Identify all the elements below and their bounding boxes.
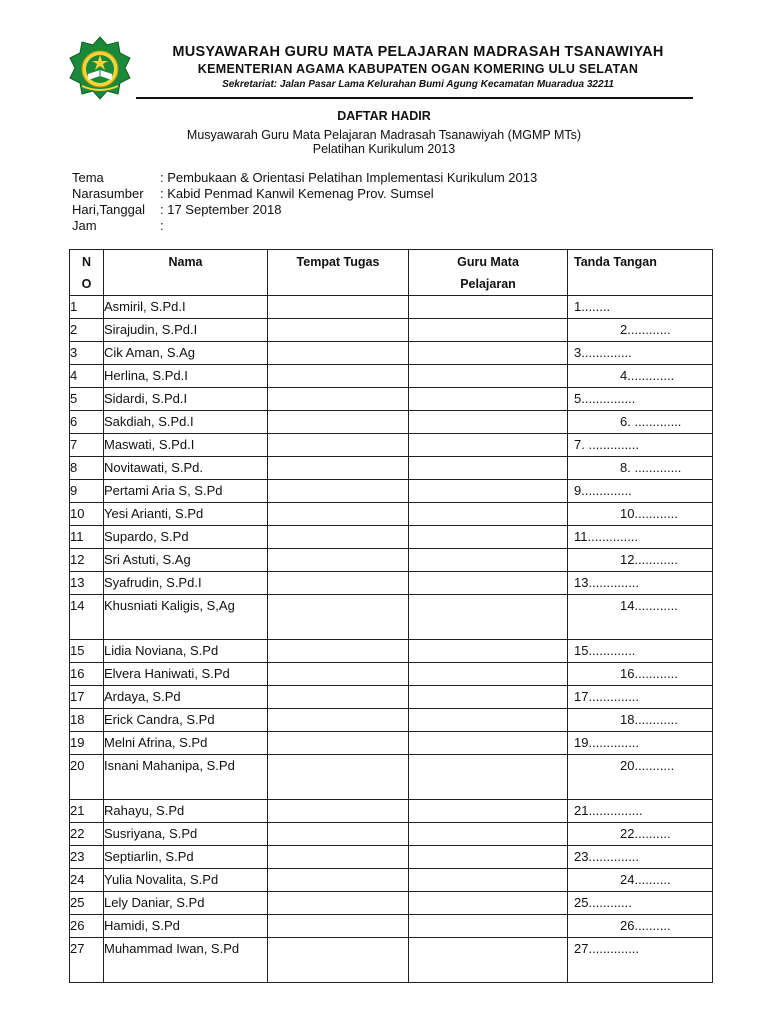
table-row <box>70 938 713 983</box>
table-row <box>70 915 713 938</box>
row-number: 21 <box>70 800 104 823</box>
row-number: 27 <box>70 938 104 983</box>
table-row <box>70 846 713 869</box>
row-guru-mapel <box>409 434 568 457</box>
row-guru-mapel <box>409 457 568 480</box>
table-header-row <box>70 250 713 296</box>
row-guru-mapel <box>409 755 568 800</box>
row-signature <box>568 457 713 480</box>
table-row <box>70 892 713 915</box>
row-number: 20 <box>70 755 104 800</box>
row-tempat-tugas <box>268 915 409 938</box>
row-guru-mapel <box>409 709 568 732</box>
row-number: 7 <box>70 434 104 457</box>
row-name: Rahayu, S.Pd <box>104 800 268 823</box>
row-guru-mapel <box>409 800 568 823</box>
table-row <box>70 755 713 800</box>
row-tempat-tugas <box>268 434 409 457</box>
row-signature <box>568 549 713 572</box>
row-guru-mapel <box>409 365 568 388</box>
col-header-guru-mapel: Guru Mata Pelajaran <box>409 250 568 296</box>
row-signature <box>568 411 713 434</box>
row-number: 14 <box>70 595 104 640</box>
row-tempat-tugas <box>268 503 409 526</box>
row-number: 24 <box>70 869 104 892</box>
row-number: 9 <box>70 480 104 503</box>
table-row <box>70 526 713 549</box>
signature-line: 6. ............. <box>620 414 682 429</box>
table-row <box>70 572 713 595</box>
row-tempat-tugas <box>268 388 409 411</box>
meta-label: Jam <box>72 218 97 233</box>
row-guru-mapel <box>409 869 568 892</box>
row-number: 10 <box>70 503 104 526</box>
table-row <box>70 480 713 503</box>
row-name: Maswati, S.Pd.I <box>104 434 268 457</box>
row-signature <box>568 732 713 755</box>
row-guru-mapel <box>409 411 568 434</box>
row-tempat-tugas <box>268 686 409 709</box>
signature-line: 16............ <box>620 666 678 681</box>
row-signature <box>568 915 713 938</box>
row-guru-mapel <box>409 388 568 411</box>
row-signature <box>568 663 713 686</box>
table-row <box>70 388 713 411</box>
row-tempat-tugas <box>268 755 409 800</box>
row-guru-mapel <box>409 595 568 640</box>
org-name: MUSYAWARAH GURU MATA PELAJARAN MADRASAH TSANAWIYAH <box>172 44 664 60</box>
row-number: 5 <box>70 388 104 411</box>
row-tempat-tugas <box>268 823 409 846</box>
row-guru-mapel <box>409 732 568 755</box>
row-guru-mapel <box>409 686 568 709</box>
row-signature <box>568 869 713 892</box>
row-name: Yulia Novalita, S.Pd <box>104 869 268 892</box>
signature-line: 25............ <box>574 895 632 910</box>
row-number: 8 <box>70 457 104 480</box>
row-number: 19 <box>70 732 104 755</box>
col-header-tempat-tugas: Tempat Tugas <box>268 250 409 296</box>
signature-line: 15............. <box>574 643 636 658</box>
row-number: 15 <box>70 640 104 663</box>
row-tempat-tugas <box>268 892 409 915</box>
row-name: Melni Afrina, S.Pd <box>104 732 268 755</box>
row-number: 25 <box>70 892 104 915</box>
signature-line: 19.............. <box>574 735 640 750</box>
table-row <box>70 549 713 572</box>
table-row <box>70 365 713 388</box>
signature-line: 26.......... <box>620 918 671 933</box>
row-number: 12 <box>70 549 104 572</box>
document-subtitle: Musyawarah Guru Mata Pelajaran Madrasah Tsanawiyah (MGMP MTs) <box>186 128 582 142</box>
row-number: 11 <box>70 526 104 549</box>
row-signature <box>568 686 713 709</box>
row-guru-mapel <box>409 526 568 549</box>
row-tempat-tugas <box>268 457 409 480</box>
row-number: 18 <box>70 709 104 732</box>
row-tempat-tugas <box>268 663 409 686</box>
signature-line: 11.............. <box>574 529 639 544</box>
signature-line: 5............... <box>574 391 636 406</box>
document-subtitle-2: Pelatihan Kurikulum 2013 <box>312 142 456 156</box>
signature-line: 8. ............. <box>620 460 682 475</box>
table-row <box>70 869 713 892</box>
table-row <box>70 342 713 365</box>
row-name: Yesi Arianti, S.Pd <box>104 503 268 526</box>
row-name: Syafrudin, S.Pd.I <box>104 572 268 595</box>
row-guru-mapel <box>409 938 568 983</box>
row-tempat-tugas <box>268 526 409 549</box>
row-signature <box>568 365 713 388</box>
row-number: 13 <box>70 572 104 595</box>
signature-line: 2............ <box>620 322 671 337</box>
row-name: Hamidi, S.Pd <box>104 915 268 938</box>
row-signature <box>568 296 713 319</box>
row-tempat-tugas <box>268 709 409 732</box>
row-signature <box>568 800 713 823</box>
table-row <box>70 640 713 663</box>
table-row <box>70 296 713 319</box>
row-signature <box>568 846 713 869</box>
row-name: Elvera Haniwati, S.Pd <box>104 663 268 686</box>
row-name: Herlina, S.Pd.I <box>104 365 268 388</box>
signature-line: 21............... <box>574 803 643 818</box>
row-number: 23 <box>70 846 104 869</box>
signature-line: 4............. <box>620 368 675 383</box>
table-row <box>70 434 713 457</box>
meta-value: : <box>160 218 164 233</box>
row-signature <box>568 823 713 846</box>
row-guru-mapel <box>409 572 568 595</box>
row-name: Cik Aman, S.Ag <box>104 342 268 365</box>
row-name: Erick Candra, S.Pd <box>104 709 268 732</box>
row-tempat-tugas <box>268 342 409 365</box>
meta-label: Narasumber <box>72 186 144 201</box>
row-guru-mapel <box>409 480 568 503</box>
row-name: Sri Astuti, S.Ag <box>104 549 268 572</box>
row-signature <box>568 640 713 663</box>
meta-value: : 17 September 2018 <box>160 202 282 217</box>
table-row <box>70 800 713 823</box>
row-signature <box>568 434 713 457</box>
row-guru-mapel <box>409 503 568 526</box>
row-number: 22 <box>70 823 104 846</box>
table-row <box>70 457 713 480</box>
row-tempat-tugas <box>268 319 409 342</box>
row-name: Ardaya, S.Pd <box>104 686 268 709</box>
row-signature <box>568 526 713 549</box>
table-row <box>70 732 713 755</box>
row-signature <box>568 319 713 342</box>
ministry-name: KEMENTERIAN AGAMA KABUPATEN OGAN KOMERING ULU SELATAN <box>197 62 639 76</box>
row-name: Supardo, S.Pd <box>104 526 268 549</box>
table-row <box>70 503 713 526</box>
row-signature <box>568 595 713 640</box>
signature-line: 23.............. <box>574 849 640 864</box>
row-name: Lely Daniar, S.Pd <box>104 892 268 915</box>
signature-line: 18............ <box>620 712 678 727</box>
row-name: Khusniati Kaligis, S,Ag <box>104 595 268 640</box>
attendance-table <box>69 249 713 983</box>
row-name: Isnani Mahanipa, S.Pd <box>104 755 268 800</box>
row-signature <box>568 938 713 983</box>
row-tempat-tugas <box>268 869 409 892</box>
row-tempat-tugas <box>268 846 409 869</box>
row-name: Novitawati, S.Pd. <box>104 457 268 480</box>
row-guru-mapel <box>409 640 568 663</box>
row-number: 17 <box>70 686 104 709</box>
signature-line: 14............ <box>620 598 678 613</box>
row-number: 2 <box>70 319 104 342</box>
document-title: DAFTAR HADIR <box>337 109 431 123</box>
row-name: Sirajudin, S.Pd.I <box>104 319 268 342</box>
signature-line: 9.............. <box>574 483 632 498</box>
row-tempat-tugas <box>268 411 409 434</box>
header-divider <box>136 97 693 99</box>
row-guru-mapel <box>409 892 568 915</box>
row-name: Pertami Aria S, S.Pd <box>104 480 268 503</box>
row-guru-mapel <box>409 319 568 342</box>
row-tempat-tugas <box>268 938 409 983</box>
secretariat-address: Sekretariat: Jalan Pasar Lama Kelurahan Bumi Agung Kecamatan Muaradua 32211 <box>222 79 614 90</box>
row-tempat-tugas <box>268 365 409 388</box>
signature-line: 13.............. <box>574 575 640 590</box>
row-guru-mapel <box>409 663 568 686</box>
row-name: Septiarlin, S.Pd <box>104 846 268 869</box>
signature-line: 17.............. <box>574 689 640 704</box>
signature-line: 24.......... <box>620 872 671 887</box>
row-signature <box>568 709 713 732</box>
meta-label: Tema <box>72 170 104 185</box>
row-tempat-tugas <box>268 800 409 823</box>
row-tempat-tugas <box>268 549 409 572</box>
row-tempat-tugas <box>268 296 409 319</box>
table-row <box>70 709 713 732</box>
row-number: 16 <box>70 663 104 686</box>
table-row <box>70 823 713 846</box>
row-signature <box>568 480 713 503</box>
row-tempat-tugas <box>268 640 409 663</box>
kemenag-emblem-icon <box>68 36 132 100</box>
row-tempat-tugas <box>268 480 409 503</box>
table-row <box>70 319 713 342</box>
row-signature <box>568 342 713 365</box>
row-tempat-tugas <box>268 572 409 595</box>
row-name: Asmiril, S.Pd.I <box>104 296 268 319</box>
signature-line: 22.......... <box>620 826 671 841</box>
row-name: Lidia Noviana, S.Pd <box>104 640 268 663</box>
row-number: 6 <box>70 411 104 434</box>
row-tempat-tugas <box>268 732 409 755</box>
table-row <box>70 686 713 709</box>
row-name: Muhammad Iwan, S.Pd <box>104 938 268 983</box>
row-name: Sakdiah, S.Pd.I <box>104 411 268 434</box>
meta-value: : Pembukaan & Orientasi Pelatihan Implementasi Kurikulum 2013 <box>160 170 538 185</box>
signature-line: 12............ <box>620 552 678 567</box>
row-signature <box>568 755 713 800</box>
row-guru-mapel <box>409 296 568 319</box>
table-row <box>70 595 713 640</box>
row-number: 4 <box>70 365 104 388</box>
signature-line: 7. .............. <box>574 437 640 452</box>
row-guru-mapel <box>409 846 568 869</box>
row-name: Susriyana, S.Pd <box>104 823 268 846</box>
row-signature <box>568 892 713 915</box>
meta-label: Hari,Tanggal <box>72 202 145 217</box>
row-name: Sidardi, S.Pd.I <box>104 388 268 411</box>
col-header-no: N O <box>70 250 104 296</box>
row-guru-mapel <box>409 342 568 365</box>
row-guru-mapel <box>409 823 568 846</box>
row-signature <box>568 572 713 595</box>
signature-line: 20........... <box>620 758 675 773</box>
table-row <box>70 663 713 686</box>
signature-line: 1........ <box>574 299 611 314</box>
signature-line: 27.............. <box>574 941 640 956</box>
table-row <box>70 411 713 434</box>
row-guru-mapel <box>409 549 568 572</box>
row-guru-mapel <box>409 915 568 938</box>
meta-value: : Kabid Penmad Kanwil Kemenag Prov. Sumsel <box>160 186 434 201</box>
signature-line: 10............ <box>620 506 678 521</box>
signature-line: 3.............. <box>574 345 632 360</box>
row-signature <box>568 388 713 411</box>
row-number: 3 <box>70 342 104 365</box>
row-number: 26 <box>70 915 104 938</box>
col-header-nama: Nama <box>104 250 268 296</box>
row-signature <box>568 503 713 526</box>
row-tempat-tugas <box>268 595 409 640</box>
row-number: 1 <box>70 296 104 319</box>
col-header-tanda-tangan: Tanda Tangan <box>568 250 713 296</box>
